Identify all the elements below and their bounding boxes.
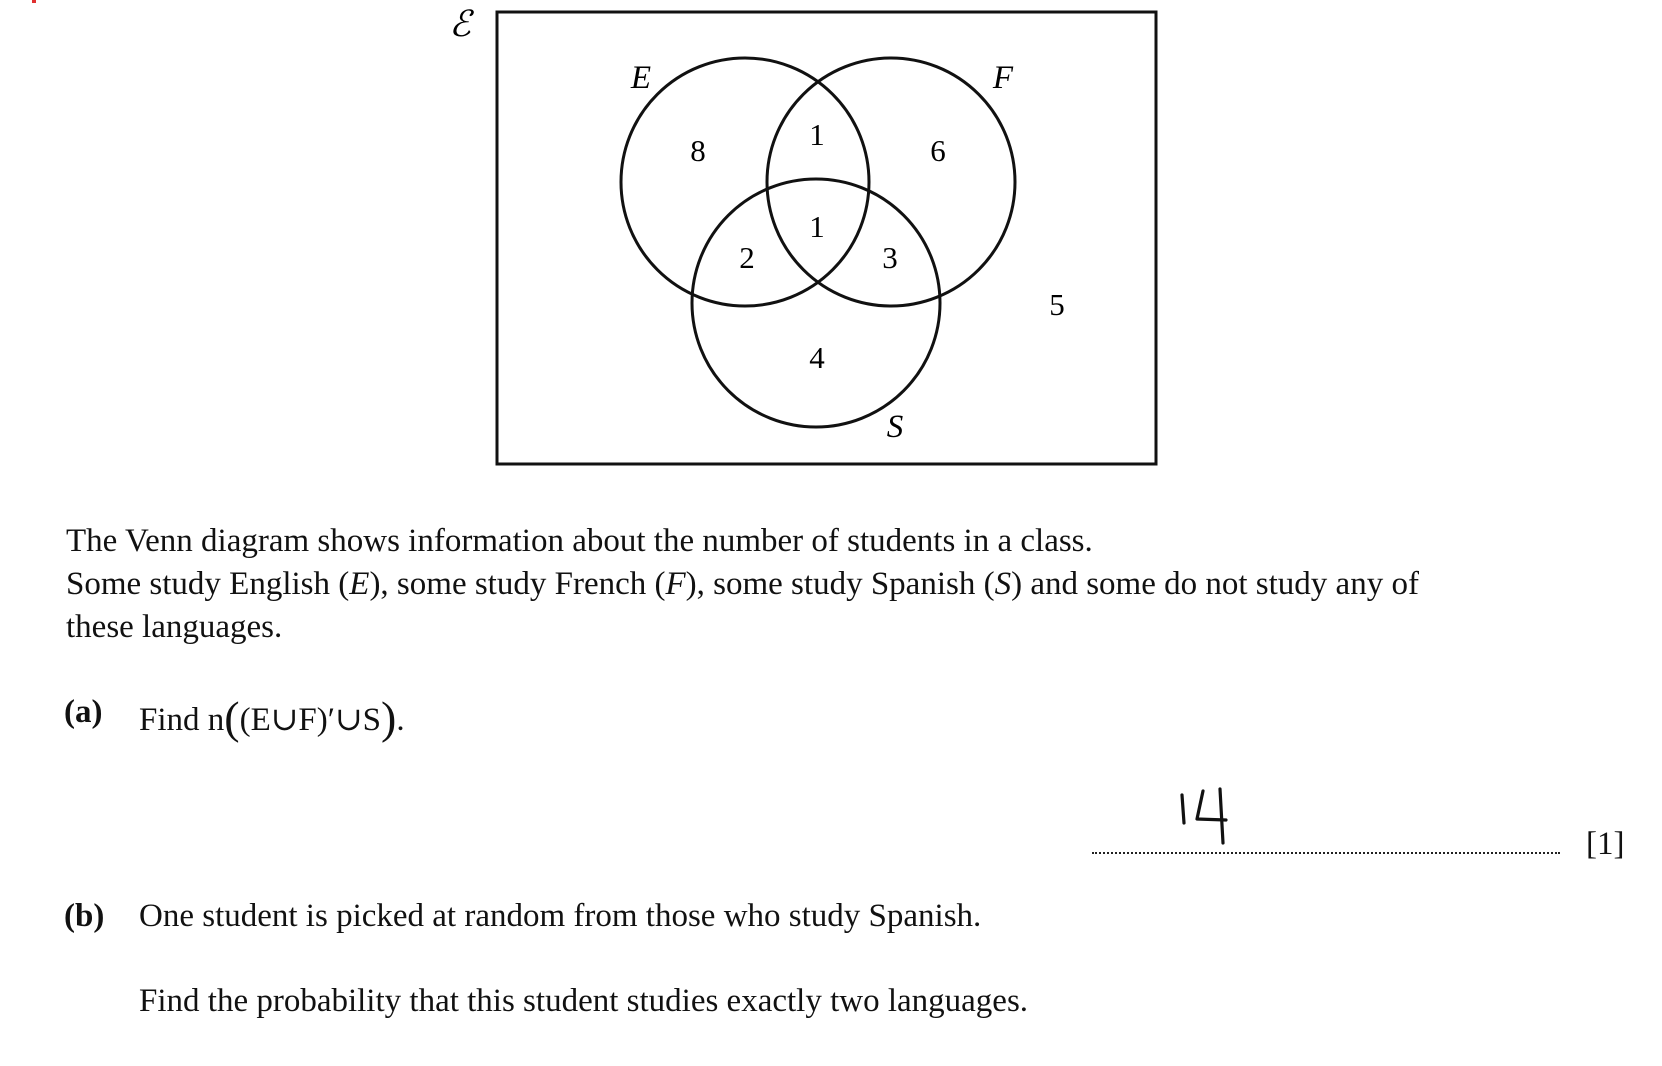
intro-line-2-part: ), some study French ( bbox=[369, 566, 666, 602]
set-label-s: S bbox=[886, 409, 904, 445]
intro-set-s: S bbox=[994, 566, 1012, 602]
expr-n: n bbox=[207, 702, 225, 738]
set-label-f: F bbox=[992, 60, 1014, 96]
handwritten-answer bbox=[1176, 785, 1238, 847]
part-b-text: One student is picked at random from those who study Spanish. bbox=[139, 898, 982, 934]
region-f-and-s-only: 3 bbox=[882, 240, 898, 275]
region-e-and-f-only: 1 bbox=[809, 117, 825, 152]
set-label-e: E bbox=[630, 60, 652, 96]
part-a-find-text: Find bbox=[139, 702, 200, 738]
region-f-only: 6 bbox=[930, 133, 946, 168]
universal-set-symbol: ℰ bbox=[449, 4, 471, 44]
handwritten-digit-1 bbox=[1182, 795, 1184, 823]
region-outside: 5 bbox=[1049, 287, 1065, 322]
expr-end: . bbox=[396, 702, 405, 738]
expr-close-paren: ) bbox=[380, 692, 397, 743]
intro-line-3-text: these languages. bbox=[66, 609, 283, 645]
part-a-marks: [1] bbox=[1586, 826, 1625, 862]
part-b-question: Find the probability that this student studies exactly two languages. bbox=[139, 983, 1029, 1019]
expr-open-paren: ( bbox=[224, 692, 240, 743]
handwritten-digit-4-b bbox=[1220, 789, 1223, 843]
intro-line-2-part: ) and some do not study any of bbox=[1011, 566, 1419, 602]
region-e-only: 8 bbox=[690, 133, 706, 168]
venn-diagram bbox=[0, 0, 1662, 480]
region-e-and-s-only: 2 bbox=[739, 240, 755, 275]
intro-set-e: E bbox=[349, 566, 370, 602]
part-a-label: (a) bbox=[64, 694, 103, 730]
expr-inner: (E∪F)′∪S bbox=[239, 702, 381, 738]
answer-line-a[interactable] bbox=[1092, 852, 1560, 854]
intro-line-2-part: Some study English ( bbox=[66, 566, 350, 602]
intro-line-1-text: The Venn diagram shows information about the number of students in a class. bbox=[66, 523, 1093, 559]
part-a-question bbox=[139, 692, 405, 743]
intro-line-1 bbox=[66, 520, 1093, 563]
part-a-expression bbox=[207, 692, 405, 743]
region-s-only: 4 bbox=[809, 340, 825, 375]
region-e-f-s: 1 bbox=[809, 209, 825, 244]
universal-set-rectangle bbox=[497, 12, 1156, 464]
part-b-label: (b) bbox=[64, 898, 105, 934]
intro-line-2 bbox=[66, 563, 1419, 606]
intro-line-3 bbox=[66, 606, 282, 649]
intro-set-f: F bbox=[665, 566, 686, 602]
intro-line-2-part: ), some study Spanish ( bbox=[685, 566, 995, 602]
